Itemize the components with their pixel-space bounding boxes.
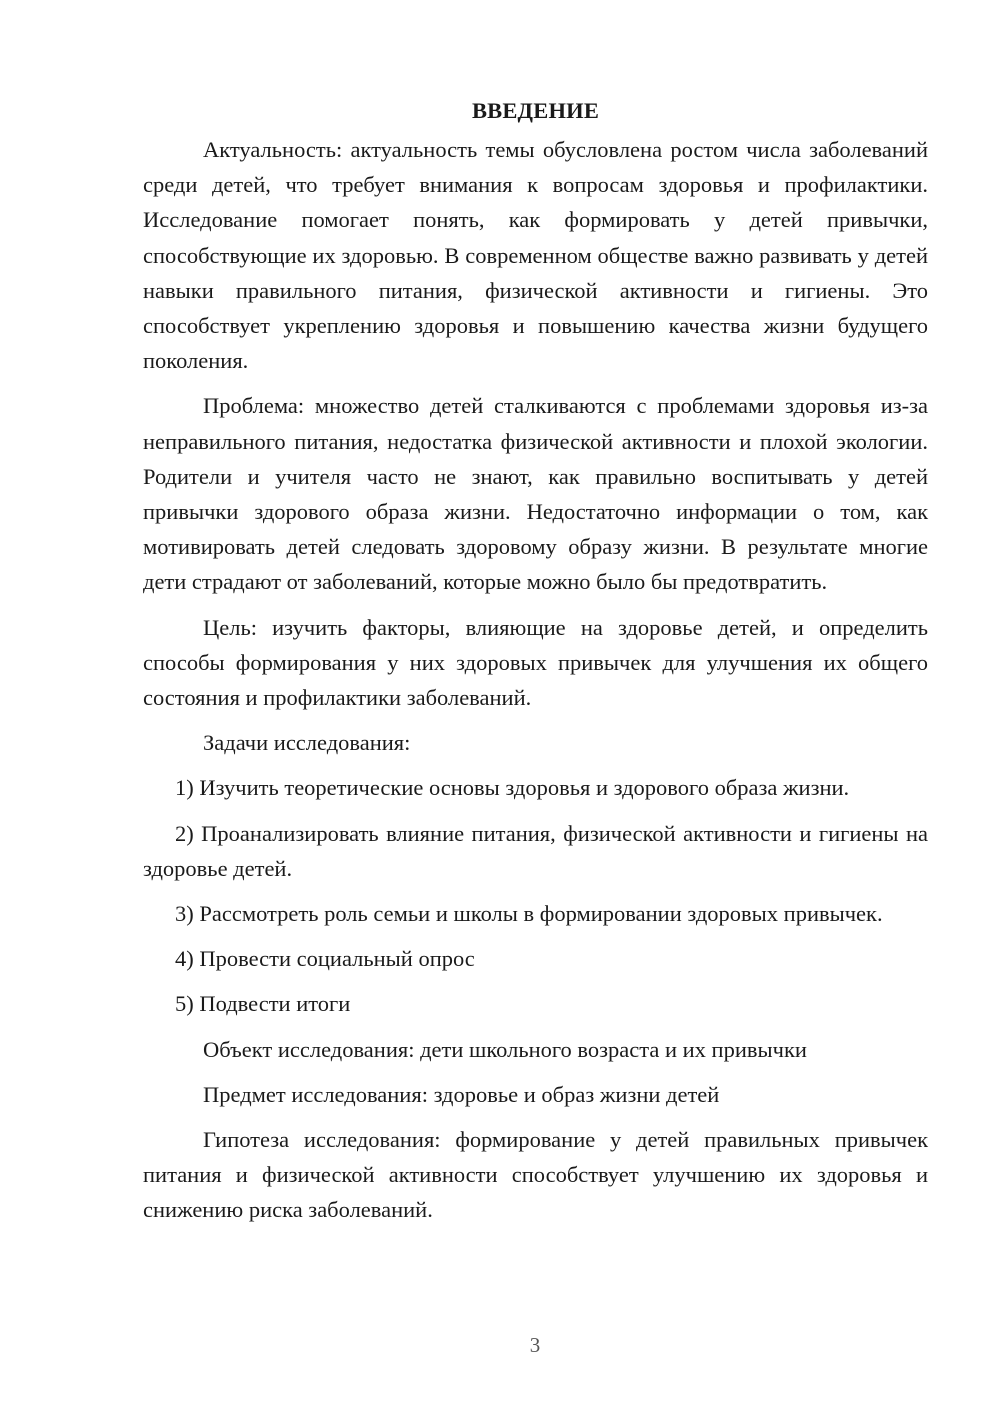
task-item-2: 2) Проанализировать влияние питания, физической активности и гигиены на здоровье детей. — [143, 820, 928, 881]
task-item-1: 1) Изучить теоретические основы здоровья и здорового образа жизни. — [175, 775, 850, 801]
task-item-4: 4) Провести социальный опрос — [175, 946, 475, 972]
task-item-3: 3) Рассмотреть роль семьи и школы в формировании здоровых привычек. — [175, 901, 883, 927]
document-page — [143, 94, 928, 1228]
research-subject: Предмет исследования: здоровье и образ жизни детей — [203, 1081, 720, 1107]
tasks-heading: Задачи исследования: — [203, 730, 411, 756]
research-hypothesis: Гипотеза исследования: формирование у детей правильных привычек питания и физической активности способствует улучшению их здоровья и снижению риска заболеваний. — [143, 1127, 928, 1223]
goal-paragraph: Цель: изучить факторы, влияющие на здоровье детей, и определить способы формирования у них здоровых привычек для улучшения их общего состояния и профилактики заболеваний. — [143, 614, 928, 711]
problem-paragraph: Проблема: множество детей сталкиваются с проблемами здоровья из-за неправильного питания, недостатка физической активности и плохой экологии. Родители и учителя часто не знают, как правильно воспитывать у детей привычки здорового образа жизни. Недостаточно информации о том, как мотивировать детей следовать здоровому образу жизни. В результате многие дети страдают от заболеваний, которые можно было бы предотвратить. — [143, 393, 928, 595]
relevance-paragraph: Актуальность: актуальность темы обусловлена ростом числа заболеваний среди детей, что требует внимания к вопросам здоровья и профилактики. Исследование помогает понять, как формировать у детей привычки, способствующие их здоровью. В современном обществе важно развивать у детей навыки правильного питания, физической активности и гигиены. Это способствует укреплению здоровья и повышению качества жизни будущего поколения. — [143, 137, 928, 374]
task-item-5: 5) Подвести итоги — [175, 991, 351, 1017]
page-number: 3 — [529, 1333, 541, 1357]
section-heading: ВВЕДЕНИЕ — [471, 98, 600, 123]
research-object: Объект исследования: дети школьного возраста и их привычки — [203, 1036, 807, 1062]
